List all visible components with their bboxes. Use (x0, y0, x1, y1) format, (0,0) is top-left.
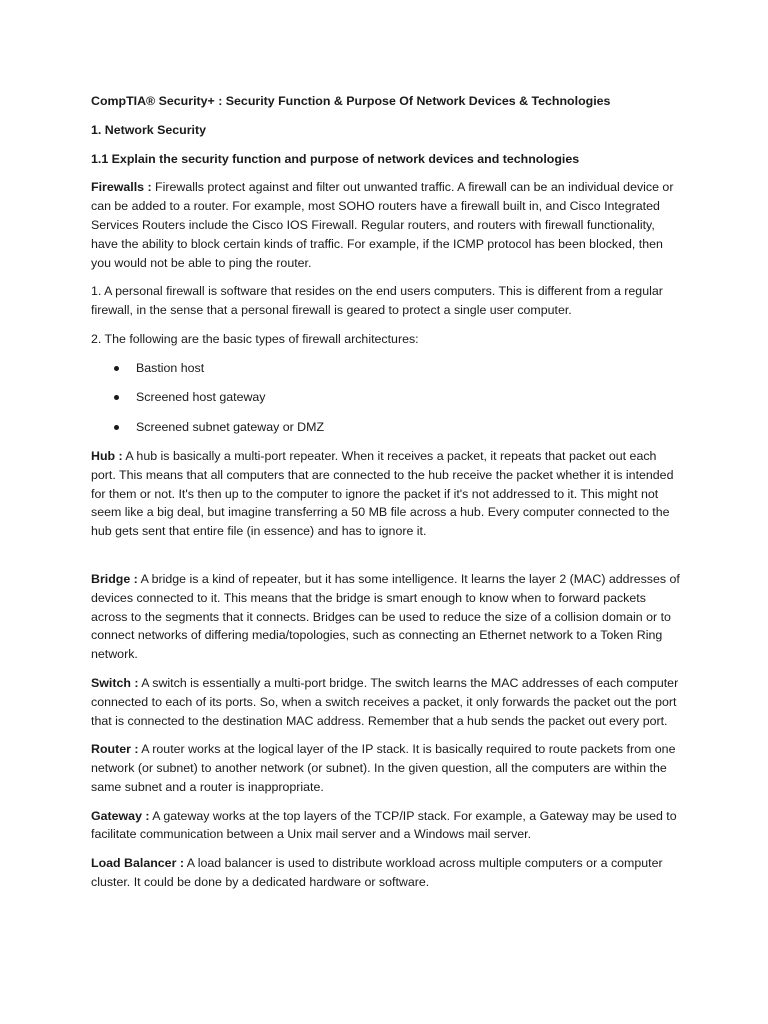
bridge-text: A bridge is a kind of repeater, but it has some intelligence. It learns the layer 2 (MAC) addresses of devices connected to it. This means that the bridge is smart enough to know when to forward packets across to the segments that it connects. Bridges can be used to reduce the size of a collision domain or to connect networks of differing media/topologies, such as connecting an Ethernet network to a Token Ring network. (91, 571, 680, 662)
router-text: A router works at the logical layer of the IP stack. It is basically required to route packets from one network (or subnet) to another network (or subnet). In the given question, all the computers are within the same subnet and a router is inappropriate. (91, 742, 676, 794)
list-item (91, 359, 681, 378)
bullet-icon (114, 425, 119, 430)
list-item (91, 418, 681, 437)
gateway-paragraph (91, 807, 681, 845)
architectures-list (91, 359, 681, 437)
load-balancer-text: A load balancer is used to distribute workload across multiple computers or a computer cluster. It could be done by a dedicated hardware or software. (91, 856, 663, 890)
list-item (91, 388, 681, 407)
blank-line (91, 551, 681, 570)
switch-term: Switch : (91, 675, 139, 690)
bullet-icon (114, 366, 119, 371)
firewalls-term: Firewalls : (91, 180, 152, 195)
switch-paragraph (91, 674, 681, 730)
hub-text: A hub is basically a multi-port repeater. When it receives a packet, it repeats that packet out each port. This means that all computers that are connected to the hub receive the packet whether it is intended for them or not. It's then up to the computer to ignore the packet if it's not addressed to it. This might not seem like a big deal, but imagine transferring a 50 MB file across a hub. Every computer connected to the hub gets sent that entire file (in essence) and has to ignore it. (91, 448, 674, 539)
section-heading: 1. Network Security (91, 122, 207, 137)
bridge-paragraph (91, 570, 681, 664)
gateway-term: Gateway : (91, 808, 150, 823)
personal-firewall-paragraph: 1. A personal firewall is software that resides on the end users computers. This is different from a regular firewall, in the sense that a personal firewall is geared to protect a single user computer. (91, 284, 663, 318)
gateway-text: A gateway works at the top layers of the TCP/IP stack. For example, a Gateway may be used to facilitate communication between a Unix mail server and a Windows mail server. (91, 808, 677, 842)
document-page (91, 92, 681, 902)
firewalls-text: Firewalls protect against and filter out unwanted traffic. A firewall can be an individual device or can be added to a router. For example, most SOHO routers have a firewall built in, and Cisco Integrated Services Routers include the Cisco IOS Firewall. Regular routers, and routers with firewall functionality, have the ability to block certain kinds of traffic. For example, if the ICMP protocol has been blocked, then you would not be able to ping the router. (91, 180, 674, 270)
router-term: Router : (91, 742, 139, 757)
list-item-text: Bastion host (136, 360, 205, 375)
architectures-intro: 2. The following are the basic types of firewall architectures: (91, 331, 419, 346)
bullet-icon (114, 395, 119, 400)
subsection-heading: 1.1 Explain the security function and purpose of network devices and technologies (91, 151, 580, 166)
hub-term: Hub : (91, 448, 123, 463)
switch-text: A switch is essentially a multi-port bridge. The switch learns the MAC addresses of each computer connected to each of its ports. So, when a switch receives a packet, it only forwards the packet out the port that is connected to the destination MAC address. Remember that a hub sends the packet out every port. (91, 675, 679, 728)
bridge-term: Bridge : (91, 571, 138, 586)
list-item-text: Screened subnet gateway or DMZ (136, 419, 325, 434)
hub-paragraph (91, 447, 681, 541)
list-item-text: Screened host gateway (136, 390, 266, 405)
load-balancer-paragraph (91, 854, 681, 892)
firewalls-paragraph (91, 178, 681, 272)
router-paragraph (91, 740, 681, 796)
load-balancer-term: Load Balancer : (91, 856, 184, 871)
document-title: CompTIA® Security+ : Security Function & Purpose Of Network Devices & Technologies (91, 94, 611, 108)
